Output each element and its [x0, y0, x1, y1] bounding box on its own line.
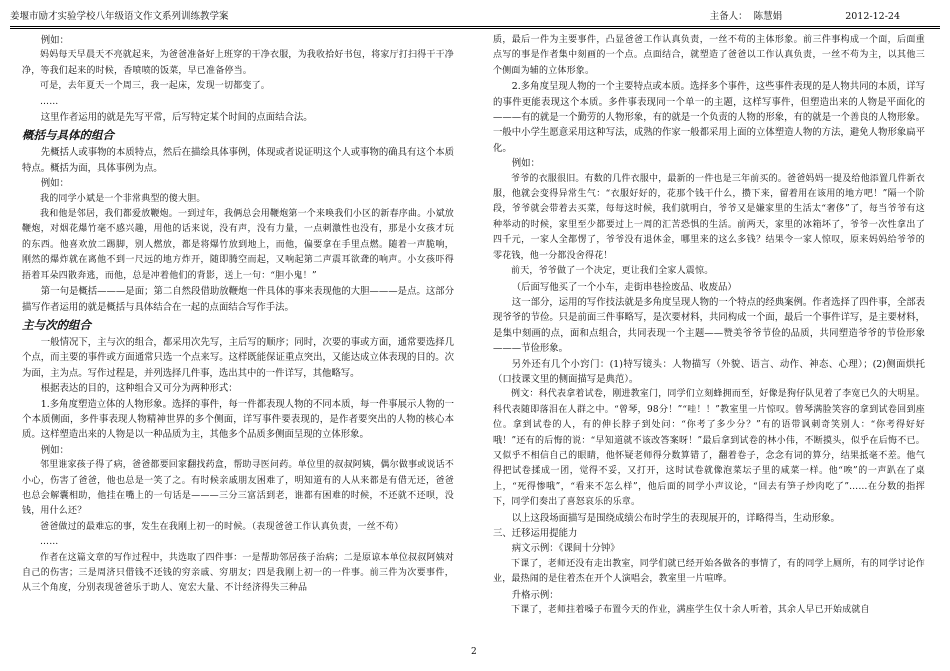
paragraph: 爷爷的衣服很旧。有数的几件衣服中，最新的一件也是三年前买的。爸爸妈妈一提及给他添置几件新衣服，他就会变得异常生气：“衣服好好的，花那个钱干什么，攒下来，留着用在该用的地方吧！”隔一个阶段，爷爷就会带着去买菜，每每这时候，我们就明白，爷爷又是嫌家里的生活太“奢侈”了，每当爷爷有这种举动的时候，家里至少都要过上一周的汇苦恐惧的生活。前两天，家里的冰箱坏了，爷爷一次性拿出了四千元，一家人全都愣了，爷爷没有退休金，哪里来的这么多钱？结果令一家人惊叹，原来妈妈给爷爷的零花钱，他一分都没舍得花！: [493, 173, 925, 261]
paragraph: （后面写他买了一个小车，走街串巷捡废品、收废品）: [511, 281, 737, 293]
header-rule-secondary: [10, 28, 940, 29]
section-heading: 主与次的组合: [22, 317, 91, 332]
paragraph: 例如：: [40, 444, 69, 456]
paragraph: 2.多角度呈现人物的一个主要特点或本质。选择多个事件，这些事件表现的是人物共同的本质，详写的事件更能表现这个本质。多件事表现同一个单一的主题，这样写事件，但塑造出来的人物是平面化的———有的就是一个勤劳的人物形象，有的就是一个负责的人物的形象，有的就是一个善良的人物形象。一般中小学生愿意采用这种写法，成熟的作家一般都采用上面的立体塑造人物的方法，避免人物形象扁平化。: [493, 81, 925, 154]
paragraph: 邻里谁家孩子得了病，爸爸都要回家翻找药盒，帮助寻医问药。单位里的叔叔阿姨，偶尔做事或说话不小心，伤害了爸爸，他也总是一笑了之。有时候亲戚朋友困难了，明知道有的人从来都是有借无还，爸爸也总会解囊相助，他挂在嘴上的一句话是———三分三富活到老，谁都有困难的时候，不还就不还呗，没钱，用什么还？: [22, 460, 454, 517]
paragraph: 另外还有几个小窍门：(1)特写镜头：人物描写（外貌、语言、动作、神态、心理）；(2)侧面烘托（口技课文里的侧面描写是典范）。: [493, 358, 925, 385]
header-rule: [10, 26, 940, 27]
date: 2012-12-24: [845, 11, 900, 22]
paragraph: 1.多角度塑造立体的人物形象。选择的事件，每一件都表现人物的不同本质，每一件事展示人物的一个本质侧面，多件事表现人物精神世界的多个侧面，详写事件要表现的，是作者要突出的人物的核心本质。这样塑造出来的人物是以一种品质为主，其他多个品质多侧面呈现的立体形象。: [22, 398, 454, 441]
section-heading: 概括与具体的组合: [22, 128, 114, 143]
paragraph: 下课了，老师还没有走出教室，同学们就已经开始各做各的事情了，有的同学上厕所，有的同学讨论作业，最热闹的是住着杰在开个人演唱会，教室里一片喧哗。: [493, 558, 925, 585]
paragraph: 前天，爷爷做了一个决定，更让我们全家人震惊。: [511, 266, 714, 277]
paragraph: 妈妈每天早晨天不亮就起来，为爸爸准备好上班穿的干净衣服，为我收拾好书包，将家厅打扫得干干净净，等我们起来的时候，香喷喷的饭菜，早已准备停当。: [22, 50, 454, 76]
paragraph: 这一部分，运用的写作技法就是多角度呈现人物的一个特点的经典案例。作者选择了四件事，全部表现爷爷的节俭。只是前面三件事略写，是次要材料，共同构成一个面，最后一个事件详写，是主要材料，是集中刻画的点，面和点组合，共同表现一个主题——赞美爷爷节俭的品质，共同塑造爷爷的节俭形象———节俭形象。: [493, 296, 925, 355]
paragraph: 一般情况下，主与次的组合，都采用次先写，主后写的顺序；同时，次要的事或方面，通常要选择几个点，而主要的事件或方面通常只选一个点来写。这样既能保证重点突出，又能达成立体表现的目的。次为面，主为点。写作过程是，并列选择几件事，选出其中的一件详写，其他略写。: [22, 336, 454, 379]
author-date: [688, 8, 900, 26]
paragraph: 爸爸做过的最难忘的事，发生在我刚上初一的时候。（表现爸爸工作认真负责，一丝不苟）: [40, 521, 404, 532]
paragraph: 例如：: [40, 35, 69, 46]
paragraph: 三、迁移运用提能力: [493, 528, 578, 539]
paragraph: 例文：科代表拿着试卷，刚进教室门，同学们立刻蜂拥而至，好像是狗仔队见着了李宽已久的大明星。科代表随即落泪在人群之中。“曾琴，98分！”“哇！！”教室里一片惊叹。曾琴满脸笑容的拿到试卷回到座位。拿到试卷的人，有的伸长脖子到处问：“你考了多少分？”有的语带讽刺奇笑别人：“你考得好好哦！”还有的后悔的说：“早知道就不该改答案呀！”最后拿到试卷的林小伟，不断摸头，似乎在后悔不已。又似乎不相信自己的眼睛，他怀疑老师得分数算错了，翻着卷子，念念有词的算分，结果抵毫不差。他气得把试卷揉成一团，觉得不妥，又打开，这时试卷就像泡菜坛子里的咸菜一样。他“唉”的一声趴在了桌上，“死得惨哦”，“看来不怎么样”，他后面的同学小声议论，“回去有笋子炒肉吃了”……在分数的指挥下，同学们奏出了喜怒哀乐的乐章。: [493, 389, 925, 508]
paragraph: 病文示例：《课间十分钟》: [511, 543, 620, 555]
paragraph: 根据表达的目的，这种组合又可分为两种形式：: [40, 383, 238, 395]
right-column: [493, 33, 925, 645]
author-label: 主备人：: [709, 11, 748, 22]
paragraph: 我的同学小斌是一个非常典型的傻大胆。: [40, 193, 206, 204]
paragraph: 升格示例：: [511, 589, 559, 601]
paragraph: 以上这段场面描写是围绕成绩公布时学生的表现展开的，详略得当，生动形象。: [511, 512, 840, 524]
author-name: 陈慧娟: [753, 11, 783, 22]
paragraph: ……: [40, 537, 59, 548]
left-column: [22, 33, 454, 645]
paragraph: 例如：: [511, 158, 540, 170]
school-title: 姜堰市励才实验学校八年级语文作文系列训练教学案: [10, 11, 229, 22]
paragraph: 先概括人或事物的本质特点，然后在描绘具体事例，体现或者说证明这个人或事物的确具有这个本质特点。概括为面，具体事例为点。: [22, 147, 454, 174]
paragraph: 下课了，老师拄着嗓子布置今天的作业，满座学生仅十余人听着，其余人早已开始成就自: [511, 605, 870, 616]
page-number: 2: [471, 647, 477, 657]
paragraph: 我和他是邻居，我们都爱放鞭炮。一到过年，我俩总会用鞭炮第一个来唤我们小区的新春序曲。小斌放鞭炮，对烟花爆竹毫不感兴趣，用他的话来说，没有声，没有力量，一点刺激性也没有，那是小女孩才玩的东西。他喜欢放二踢脚，别人燃放，都是将爆竹放到地上，而他，偏要拿在手里点燃。随着一声脆响，刚然的爆炸就在离他不到一尺远的地方炸开，随即腾空而起，又响起第二声震耳欲聋的响声。小女孩吓得捂着耳朵四散奔逃，而他，总是冲着他们的背影，送上一句：“胆小鬼！”: [22, 209, 454, 281]
paragraph: 例如：: [40, 178, 69, 190]
paragraph: 可是，去年夏天一个周三，我一起床，发现一切都变了。: [40, 81, 271, 92]
page-header: [10, 8, 940, 26]
paragraph: 质，最后一件为主要事件，凸显爸爸工作认真负责，一丝不苟的主体形象。前三件事构成一个面，后面重点写的事是作者集中刻画的一个点。点面结合，就塑造了爸爸以工作认真负责，一丝不苟为主，以其他三个侧面为辅的立体形象。: [493, 35, 925, 76]
paragraph: ……: [40, 96, 59, 107]
paragraph: 这里作者运用的就是先写平常，后写特定某个时间的点面结合法。: [40, 112, 313, 124]
paragraph: 第一句是概括———是面；第二自然段借助放鞭炮一件具体的事来表现他的大胆———是点。这部分描写作者运用的就是概括与具体结合在一起的点面结合写作手法。: [22, 286, 454, 313]
paragraph: 作者在这篇文章的写作过程中，共选取了四件事：一是帮助邻居孩子治病；二是原谅本单位叔叔阿姨对自己的伤害；三是周济只借钱不还钱的穷亲戚、穷朋友；四是我刚上初一的一件事。前三件为次要事件，从三个角度，分别表现爸爸乐于助人、宽宏大量、不计经济得失三种品: [22, 552, 454, 594]
